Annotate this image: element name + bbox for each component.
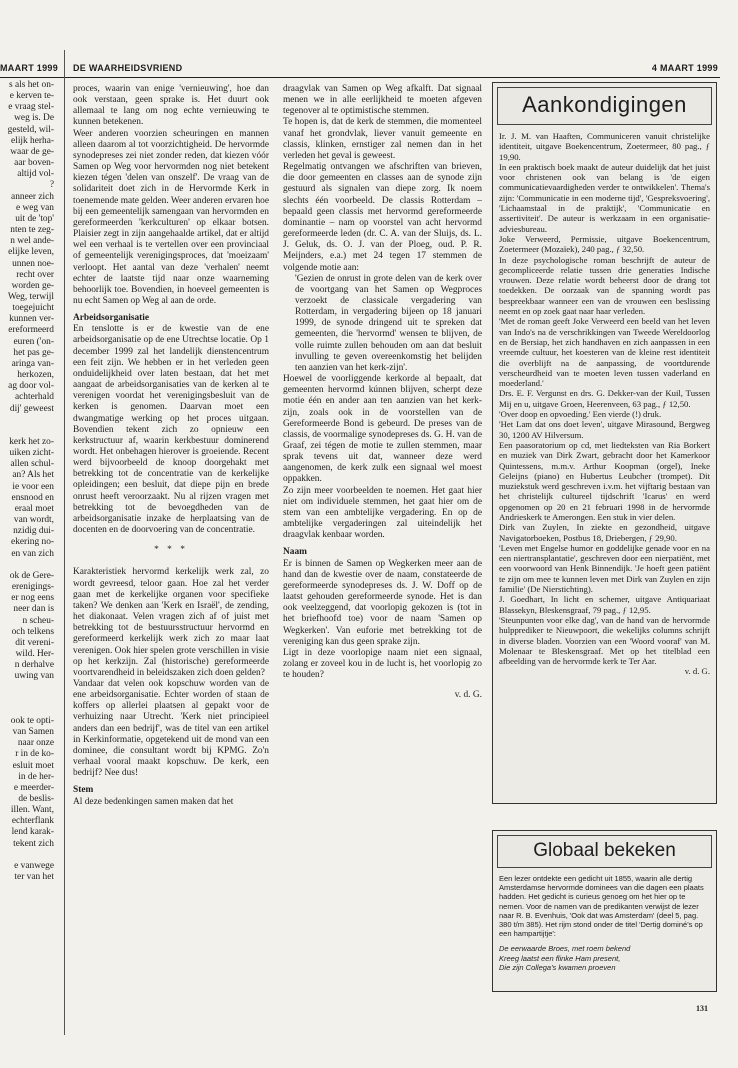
left-fragment-line: in de her- (18, 771, 54, 782)
author-signature: v. d. G. (454, 690, 482, 701)
left-fragment-line: an? Als het (12, 470, 54, 481)
left-fragment-line: waar de ge- (10, 146, 54, 157)
left-fragment-line: r in de ko- (15, 749, 54, 760)
left-fragment-line (0, 426, 54, 437)
left-page-fragment (0, 80, 56, 1015)
left-fragment-line: elijk herha- (11, 135, 54, 146)
left-fragment-line: kunnen ver- (9, 314, 54, 325)
left-fragment-line: ensnood en (11, 492, 54, 503)
left-fragment-line: ie voor een (12, 481, 54, 492)
left-fragment-line (0, 682, 54, 693)
section-heading-stem: Stem (73, 785, 94, 796)
left-fragment-line: ekering no- (11, 537, 54, 548)
globaal-bekeken-box (492, 830, 717, 992)
left-fragment-line: het pas ge- (13, 347, 54, 358)
announcement-entry: Joke Verweerd, Permissie, uitgave Boekencentrum, Zoetermeer (Mozaïek), 240 pag., ƒ 32,50. (499, 233, 710, 255)
left-fragment-line: dij' geweest (9, 403, 54, 414)
col2-paragraph: Er is binnen de Samen op Wegkerken meer aan de hand dan de kwestie over de naam, constateerde de gereformeerde synodepreses ds. J. W. Doff op de laatst gehouden gereformeerde synode. Het is dan ook veelzeggend, dat voorlopig gekozen is (tot in het briefhoofd toe) voor de naam 'Samen op Wegkerken'. Van euforie met betrekking tot de vereniging kan dus geen sprake zijn. (283, 558, 482, 647)
page-gutter-rule (64, 50, 65, 1035)
poem-line: Die zijn Collega's kwamen proeven (499, 962, 616, 972)
col1-paragraph: Karakteristiek hervormd kerkelijk werk zal, zo wordt gevreesd, teloor gaan. Hoe zal het verder gaan met de kerkelijke organen voor specifieke taken? We denken aan 'Kerk en Israël', de zending, het diakonaat. Velen vragen zich af of juist met betrekking tot de bestuursstructuur hervormd en gereformeerd kerkelijk werk zich zo maar laat verenigen. Ook hier spelen grote verschillen in visie op het kerkzijn. Zal (historische) gereformeerde voortvarendheid in beleidszaken zich doen gelden? (73, 567, 269, 678)
left-fragment-line: nzidig dui- (13, 526, 54, 537)
col1-paragraph: Vandaar dat velen ook kopschuw worden van de ene arbeidsorganisatie. Echter worden of staan de koffers op allerlei plaatsen al gepakt voor de verhuizing naar Utrecht. 'Kerk niet principieel anders dan een bedrijf', was de titel van een artikel in Kerkinformatie, opgetekend uit de mond van een dominee, die consultant wordt bij KPMG. Zo'n verhaal vooral maakt kopschuw. De kerk, een bedrijf? Nee dus! (73, 678, 269, 779)
poem (499, 944, 710, 972)
globaal-bekeken-body (493, 874, 716, 972)
left-fragment-line: nten te zeg- (10, 225, 54, 236)
left-fragment-line: e vraag stel- (8, 102, 54, 113)
left-fragment-line: kerk het zo- (9, 437, 54, 447)
left-fragment-line: weg is. De (14, 113, 54, 124)
announcement-entry: Drs. E. F. Vergunst en drs. G. Dekker-van der Kuil, Tussen Mij en u, uitgave Groen, Heerenveen, 63 pag., ƒ 12,50. (499, 388, 710, 409)
left-fragment-line: ook te opti- (10, 715, 54, 726)
left-fragment-line: van wordt, (13, 515, 54, 526)
left-fragment-line: och telkens (11, 626, 54, 637)
left-fragment-line: lend karak- (11, 827, 54, 838)
left-fragment-line: worden ge- (11, 280, 54, 291)
col1-paragraph: En tenslotte is er de kwestie van de ene arbeidsorganisatie op de ene Utrechtse locatie. Op 1 december 1999 zal het landelijk dienstencentrum een feit zijn. We hebben er in het verleden geen onduidelijkheid over laten bestaan, dat het met aangaat de arbeidsorganisaties van de kerken al te verenigen voordat het verenigingsbesluit van de kerken is genomen. Daarvan moet een dwangmatige werking op het proces uitgaan. Bovendien tekent zich zo opnieuw een kerkstructuur af, waarin kerkbestuur dominerend wordt. Het onbehagen hierover is groeiende. Recent werd bijvoorbeeld de knoop doorgehakt met betrekking tot de concentratie van de kerkelijke opleidingen; een besluit, dat diepe pijn en brede onrust heeft veroorzaakt. Nu al rijzen vragen met betrekking tot de bevoegdheden van de arbeidsorganisatie inzake de herplaatsing van de docenten en de doorvoering van de concentratie. (73, 324, 269, 536)
left-fragment-line: s als het on- (8, 80, 54, 90)
left-fragment-line: neer dan is (13, 604, 54, 615)
left-fragment-line: erenigings- (11, 582, 54, 593)
aankondigingen-box (492, 82, 717, 804)
section-separator: * * * (154, 545, 188, 556)
announcement-entry: J. Goedhart, In licht en schemer, uitgave Antiquariaat Blassekyn, Bleskensgraaf, 79 pag., ƒ 12,95. (499, 594, 710, 615)
announcement-entry: 'Leven met Engelse humor en goddelijke genade voor en na een niertransplantatie', geschreven door een nierpatiënt, met een voorwoord van Henk Binnendijk. 'Je hoeft geen patiënt te zijn om mee te kunnen leven met Dirk van Zuylen en zijn familie' (De Nierstichting). (499, 542, 710, 595)
announcement-entry: Ir. J. M. van Haaften, Communiceren vanuit christelijke identiteit, uitgave Boekencentrum, Zoetermeer, 80 pag., ƒ 19,90. (499, 131, 710, 162)
left-fragment-line: en van zich (11, 548, 54, 559)
left-fragment-line: elijke leven, (8, 247, 54, 258)
column-1 (73, 84, 269, 808)
header-left-date: MAART 1999 (0, 63, 59, 73)
left-fragment-line: ag door vol- (8, 381, 54, 392)
globaal-bekeken-title: Globaal bekeken (497, 835, 712, 868)
left-fragment-line: recht over (16, 269, 54, 280)
left-fragment-line: e vanwege (14, 860, 54, 871)
left-fragment-line: n wel ande- (10, 236, 54, 247)
left-fragment-line (0, 415, 54, 426)
left-fragment-line: esluit moet (12, 760, 54, 771)
left-fragment-line: unnen noe- (12, 258, 54, 269)
announcement-entry: In een praktisch boek maakt de auteur duidelijk dat het juist voor christenen ook van belang is 'de eigen communicatievaardigheden verder te ontwikkelen'. Thema's zijn: 'Communicatie in een moderne tijd', 'Gespreksvoering', 'Lichaamstaal in de praktijk', 'Communicatie en assertiviteit'. De auteur is werkzaam in een organisatie-adviesbureau. (499, 161, 710, 234)
left-fragment-line: van Samen (12, 727, 54, 738)
header-right-date: 4 MAART 1999 (651, 63, 718, 73)
col2-paragraph: Hoewel de voorliggende kerkorde al bepaalt, dat gemeenten hervormd kúnnen blijven, scherpt deze motie één en ander aan ten aanzien van het kerk-zijn, zoals ook in de voorstellen van de Gereformeerde Bond is gebeurd. De preses van de classis, de voormalige synodepreses ds. G. H. van de Graaf, zei tégen de motie te zullen stemmen, maar sprak tevens uit dat, wanneer deze werd aangenomen, de kerk zulk een signaal wel moest oppakken. (283, 374, 482, 485)
announcement-entry: Een paasoratorium op cd, met liedteksten van Ria Borkert en muziek van Dirk Zwart, gebracht door het Kamerkoor Quintessens, m.m.v. Arthur Koopman (orgel), Ineke Geleijns (piano) en Hubertus Leubcher (trompet). Dit muziekstuk werd geschreven i.v.m. het vijftarig bestaan van het christelijk cultureel tijdschrift 'Icarus' en werd opgenomen op 20 en 21 februari 1998 in de hervormde Andrieskerk te Amerongen. Een stuk in vier delen. (499, 439, 710, 522)
left-fragment-line: dit vereni- (15, 637, 54, 648)
announcement-entry: 'Over doop en opvoeding.' Een vierde (!) druk. (499, 409, 662, 420)
left-fragment-line (0, 850, 54, 861)
left-fragment-line (0, 694, 54, 705)
left-fragment-line: gesteld, wil- (7, 124, 54, 135)
left-fragment-line: allen schul- (10, 459, 54, 470)
left-fragment-lines (0, 80, 54, 883)
header-rule (0, 77, 720, 78)
left-fragment-line (0, 560, 54, 571)
left-fragment-line: n derhalve (14, 660, 54, 671)
left-fragment-line: uiken zicht- (9, 448, 54, 459)
poem-line: De eerwaarde Broes, met roem bekend (499, 944, 631, 954)
left-fragment-line: achterhald (14, 392, 54, 403)
left-fragment-line: n scheu- (22, 615, 54, 626)
left-fragment-line: e kerven te- (9, 91, 54, 102)
left-fragment-line: tekent zich (13, 838, 54, 849)
left-fragment-line: euren ('on- (13, 336, 54, 347)
poem-line: Kreeg laatst een flinke Ham present, (499, 953, 621, 963)
left-fragment-line: anneer zich (11, 191, 54, 202)
column-2 (283, 84, 482, 701)
left-fragment-line: uit de 'top' (15, 213, 54, 224)
announcement-entry: 'Het Lam dat ons doet leven', uitgave Mirasound, Bergweg 30, 1200 AV Hilversum. (499, 419, 710, 440)
left-fragment-line: toegejuicht (12, 303, 54, 314)
left-fragment-line: de beslis- (18, 794, 54, 804)
left-fragment-line: er nog eens (11, 593, 54, 604)
left-fragment-line: aar boven- (14, 158, 54, 169)
left-fragment-line: e meerder- (13, 782, 54, 793)
announcement-entry: 'Steunpunten voor elke dag', van de hand van de hervormde hulpprediker te Nieuwpoort, die wekelijks columns schrijft in diverse bladen. Voorzien van een 'Woord vooraf' van M. Molenaar te Bleskensgraaf. Met op het titelblad een afbeelding van de hervormde kerk te Ter Aar. (499, 614, 710, 667)
col2-paragraph: Regelmatig ontvangen we afschriften van brieven, die door gemeenten en classes aan de synode zijn gestuurd als signalen van diepe zorg. Ik noem slechts één voorbeeld. De classis Rotterdam – bepaald geen classis met hervormd gereformeerde dominantie – nam op voorstel van acht hervormd gereformeerde leden (dr. C. A. van der Sluijs, ds. L. J. Geluk, ds. O. J. van der Ploeg, oud. P. R. Meijnders, e.a.) met 24 tegen 17 stemmen de volgende motie aan: (283, 162, 482, 273)
left-fragment-line: herkozen, (17, 370, 54, 381)
col1-paragraph: Al deze bedenkingen samen maken dat het (73, 796, 234, 807)
col1-paragraph: Weer anderen voorzien scheuringen en mannen alleen daarom al tot voorzichtigheid. De hervormde synodepreses zei niet zonder reden, dat kiezen vóór Samen op Weg voor hervormden nog niet betekent kiezen tégen 'delen van onszelf'. De vraag van de solidariteit doet zich in de Hervormde Kerk in toenemende mate gelden. Weer anderen ervaren hoe bij een gemeentelijk samengaan van hervormden en gereformeerden 'kerkculturen' op elkaar botsen. Plaisier zegt in zijn aangehaalde artikel, dat er altijd wel een verhaal is te vertellen over een provinciaal of gemeentelijk verenigingsproces, dat 'moeizaam' verloopt. Het aantal van deze 'verhalen' neemt echter de laatste tijd naar onze waarneming behoorlijk toe. Bovendien, in hoeveel gemeenten is nu echt Samen op Weg al aan de orde. (73, 128, 269, 306)
announcement-entry: 'Met de roman geeft Joke Verweerd een beeld van het leven van Indo's na de verschrikkingen van Tweede Wereldoorlog en de Bersiap, het zich handhaven en zich aanpassen in een vreemde cultuur, het koesteren van de kleine rest identiteit die overblijft na de aanpassing, de voortdurende verscheurdheid van te moeten leven tussen vaderland en moederland.' (499, 316, 710, 389)
left-fragment-line: illen. Want, (10, 805, 54, 816)
left-fragment-line: uwing van (14, 671, 54, 682)
left-fragment-line: Weg, terwijl (7, 291, 54, 302)
col2-paragraph: Te hopen is, dat de kerk de stemmen, die momenteel vanaf het grondvlak, liever vanuit gemeente en classis, klinken, ernstiger zal nemen dan in het verleden het geval is geweest. (283, 117, 482, 161)
motion-quote: 'Gezien de onrust in grote delen van de kerk over de voortgang van het Samen op Wegproces verzoekt de classicale vergadering van Rotterdam, in vergadering bijeen op 18 januari 1999, de synode dringend uit te spreken dat gemeenten, die 'hervormd' wensen te blijven, de volle ruimte zullen behouden om aan dat besluit invulling te geven overeenkomstig het belijden ten aanzien van het kerk-zijn'. (295, 273, 482, 373)
left-fragment-line: ? (49, 180, 54, 191)
section-heading-naam: Naam (283, 547, 307, 558)
globaal-text: Een lezer ontdekte een gedicht uit 1855, waarin alle dertig Amsterdamse hervormde dominees van die dagen een plaats hadden. Het gedicht is curieus genoeg om het hier op te nemen. Voor de namen van de predikanten verwijst de lezer naar R. B. Evenhuis, 'Ook dat was Amsterdam' (deel 5, pag. 380 t/m 385). Het rijm stond onder de titel 'Dertig dominé's op een hampartijtje': (499, 874, 704, 939)
left-fragment-line: echterflank (11, 816, 54, 827)
left-fragment-line: ereformeerd (8, 325, 54, 336)
section-heading-arbeidsorganisatie: Arbeidsorganisatie (73, 313, 150, 324)
announcement-entry: Dirk van Zuylen, In ziekte en gezondheid, uitgave Navigatorboeken, Postbus 18, Driebergen, ƒ 29,90. (499, 522, 710, 543)
left-fragment-line: eraal moet (14, 503, 54, 514)
aankondigingen-title: Aankondigingen (497, 87, 712, 125)
announcement-signature: v. d. G. (684, 666, 710, 677)
col2-paragraph: Ligt in deze voorlopige naam niet een signaal, zolang er zoveel kou in de lucht is, het voorlopig zo te houden? (283, 647, 482, 681)
left-fragment-line: wild. Her- (15, 648, 54, 659)
col1-paragraph: proces, waarin van enige 'vernieuwing', hoe dan ook verstaan, geen sprake is. Het duurt ook allemaal te lang om nog echte vernieuwing te kunnen betekenen. (73, 84, 269, 128)
left-fragment-line: aringa van- (11, 358, 54, 369)
left-fragment-line (0, 705, 54, 716)
left-fragment-line: ter van het (14, 872, 54, 883)
publication-name: DE WAARHEIDSVRIEND (73, 63, 183, 73)
announcement-entry: In deze psychologische roman beschrijft de auteur de gecompliceerde relatie tussen drie generaties Indische vrouwen. Deze relatie wordt beheerst door de drang tot toedekken. De oorzaak van de spanning wordt pas bespreekbaar wanneer een van de vrouwen een beslissing neemt en op zoek gaat naar haar verleden. (499, 254, 710, 317)
left-fragment-line: ok de Gere- (9, 570, 54, 581)
aankondigingen-body (493, 131, 716, 677)
left-fragment-line: altijd vol- (17, 169, 54, 180)
left-fragment-line: e weg van (15, 202, 54, 213)
col2-paragraph: draagvlak van Samen op Weg afkalft. Dat signaal menen we in alle eerlijkheid te moeten afgeven tegenover al te optimistische stemmen. (283, 84, 482, 117)
page-number: 131 (696, 1004, 708, 1013)
col2-paragraph: Zo zijn meer voorbeelden te noemen. Het gaat hier niet om individuele stemmen, het gaat hier om de stem van een ambtelijke vergadering. En op de ambtelijke vergaderingen zal uiteindelijk het draagvlak kenbaar worden. (283, 485, 482, 541)
left-fragment-line: naar onze (17, 738, 54, 749)
